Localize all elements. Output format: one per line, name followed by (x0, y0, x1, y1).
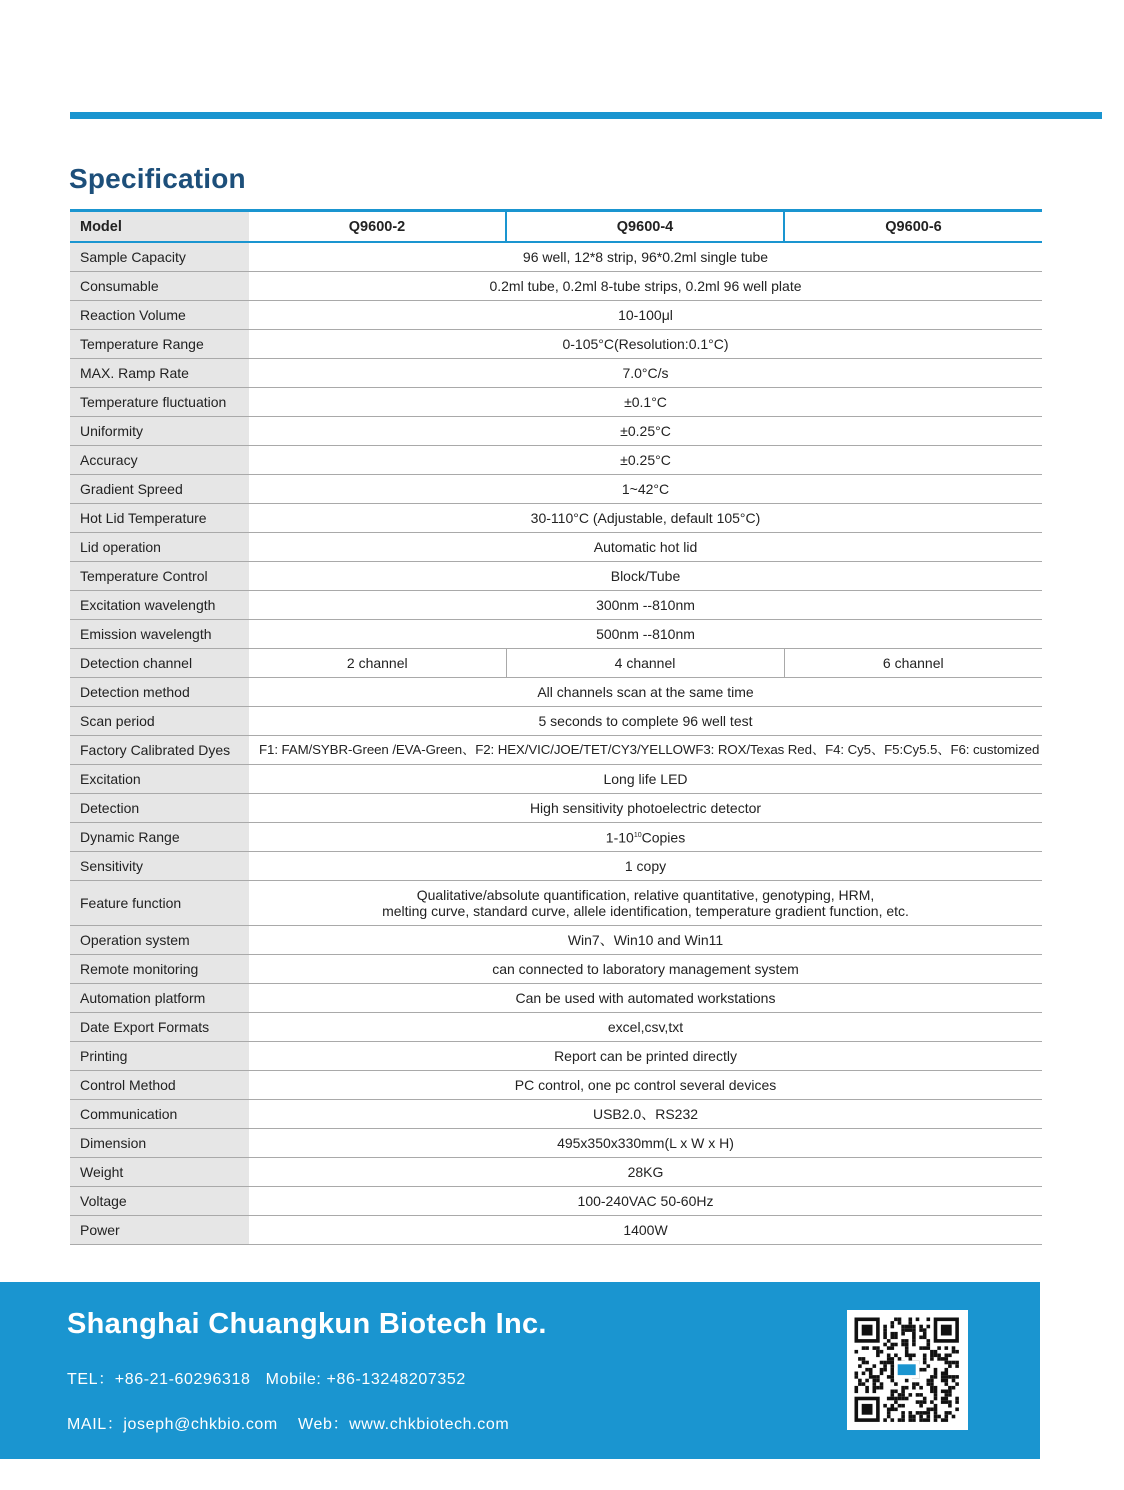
qr-code (847, 1310, 968, 1430)
table-row (70, 446, 1042, 475)
table-row (70, 301, 1042, 330)
range-suffix: Copies (641, 829, 686, 846)
row-label: Hot Lid Temperature (70, 504, 249, 533)
row-label: Automation platform (70, 984, 249, 1013)
mobile-number: +86-13248207352 (326, 1371, 466, 1388)
table-row (70, 955, 1042, 984)
row-value: 10-100μl (249, 301, 1042, 330)
row-value: Win7、Win10 and Win11 (249, 926, 1042, 955)
tel-number: +86-21-60296318 (114, 1371, 251, 1388)
row-label: Communication (70, 1100, 249, 1129)
table-row (70, 388, 1042, 417)
row-label: Detection method (70, 678, 249, 707)
table-header-row (70, 211, 1042, 243)
row-value: Can be used with automated workstations (249, 984, 1042, 1013)
row-label: Temperature fluctuation (70, 388, 249, 417)
row-value: 2 channel (249, 649, 506, 678)
row-value: 28KG (249, 1158, 1042, 1187)
row-value: 7.0°C/s (249, 359, 1042, 388)
row-value: 300nm --810nm (249, 591, 1042, 620)
table-row (70, 794, 1042, 823)
table-row (70, 984, 1042, 1013)
table-row (70, 649, 1042, 678)
row-label: Operation system (70, 926, 249, 955)
row-value: Automatic hot lid (249, 533, 1042, 562)
range-exponent: 10 (633, 832, 642, 840)
row-value: PC control, one pc control several devices (249, 1071, 1042, 1100)
row-label: Power (70, 1216, 249, 1245)
table-row (70, 1013, 1042, 1042)
row-label: Voltage (70, 1187, 249, 1216)
table-row (70, 272, 1042, 301)
company-name: Shanghai Chuangkun Biotech Inc. (67, 1308, 547, 1340)
table-row (70, 562, 1042, 591)
table-body (70, 242, 1042, 1245)
row-value: 30-110°C (Adjustable, default 105°C) (249, 504, 1042, 533)
row-value: 100-240VAC 50-60Hz (249, 1187, 1042, 1216)
row-label: Dimension (70, 1129, 249, 1158)
table-row (70, 1187, 1042, 1216)
range-prefix: 1-10 (605, 829, 634, 846)
row-label: Uniformity (70, 417, 249, 446)
table-row (70, 1071, 1042, 1100)
table-row (70, 736, 1042, 765)
row-value: 6 channel (784, 649, 1042, 678)
specification-table (70, 209, 1042, 1245)
row-value: USB2.0、RS232 (249, 1100, 1042, 1129)
table-row (70, 533, 1042, 562)
row-value: 96 well, 12*8 strip, 96*0.2ml single tube (249, 242, 1042, 272)
web-address[interactable]: www.chkbiotech.com (349, 1416, 510, 1433)
row-value: 4 channel (506, 649, 784, 678)
mail-address[interactable]: joseph@chkbio.com (123, 1416, 278, 1433)
row-label: Detection channel (70, 649, 249, 678)
row-value: ±0.25°C (249, 417, 1042, 446)
table-row (70, 926, 1042, 955)
page-title: Specification (69, 163, 246, 194)
row-label: Factory Calibrated Dyes (70, 736, 249, 765)
header-model-q9600-2: Q9600-2 (249, 211, 506, 243)
row-label: Temperature Range (70, 330, 249, 359)
mobile-label: Mobile: (265, 1371, 327, 1388)
row-value: All channels scan at the same time (249, 678, 1042, 707)
row-label: Accuracy (70, 446, 249, 475)
table-row (70, 591, 1042, 620)
table-row (70, 620, 1042, 649)
row-value: F1: FAM/SYBR-Green /EVA-Green、F2: HEX/VIC/JOE/TET/CY3/YELLOWF3: ROX/Texas Red、F4: Cy5、F5:Cy5.5、F6: customized (249, 736, 1042, 765)
row-label: Reaction Volume (70, 301, 249, 330)
row-value-line: Qualitative/absolute quantification, relative quantitative, genotyping, HRM, (416, 887, 875, 903)
table-row (70, 417, 1042, 446)
row-label: Gradient Spreed (70, 475, 249, 504)
row-label: Remote monitoring (70, 955, 249, 984)
row-label: Temperature Control (70, 562, 249, 591)
table-row (70, 707, 1042, 736)
mail-label: MAIL： (67, 1416, 124, 1433)
web-label: Web： (298, 1416, 350, 1433)
row-value (249, 881, 1042, 926)
table-row (70, 475, 1042, 504)
row-label: Excitation (70, 765, 249, 794)
row-value: ±0.1°C (249, 388, 1042, 417)
table-row (70, 1129, 1042, 1158)
table-row (70, 1100, 1042, 1129)
table-row (70, 678, 1042, 707)
row-value: 1 copy (249, 852, 1042, 881)
header-model-q9600-6: Q9600-6 (784, 211, 1042, 243)
table-row (70, 359, 1042, 388)
row-label: Sample Capacity (70, 242, 249, 272)
row-value: 1~42°C (249, 475, 1042, 504)
row-value: Long life LED (249, 765, 1042, 794)
row-value: High sensitivity photoelectric detector (249, 794, 1042, 823)
row-label: Sensitivity (70, 852, 249, 881)
row-value: 0-105°C(Resolution:0.1°C) (249, 330, 1042, 359)
table-row (70, 881, 1042, 926)
table-row (70, 852, 1042, 881)
row-label: Detection (70, 794, 249, 823)
table-row (70, 330, 1042, 359)
row-value: can connected to laboratory management system (249, 955, 1042, 984)
row-value: 495x350x330mm(L x W x H) (249, 1129, 1042, 1158)
row-value: 500nm --810nm (249, 620, 1042, 649)
row-label: Excitation wavelength (70, 591, 249, 620)
row-label: Feature function (70, 881, 249, 926)
row-label: MAX. Ramp Rate (70, 359, 249, 388)
table-row (70, 823, 1042, 852)
table-row (70, 242, 1042, 272)
email-web-line (67, 1411, 509, 1434)
row-label: Lid operation (70, 533, 249, 562)
row-label: Consumable (70, 272, 249, 301)
phone-line (67, 1366, 466, 1389)
row-value: excel,csv,txt (249, 1013, 1042, 1042)
row-label: Scan period (70, 707, 249, 736)
row-label: Printing (70, 1042, 249, 1071)
table-row (70, 1216, 1042, 1245)
row-value: 1400W (249, 1216, 1042, 1245)
row-value: Block/Tube (249, 562, 1042, 591)
table-row (70, 1042, 1042, 1071)
row-value: ±0.25°C (249, 446, 1042, 475)
header-model-q9600-4: Q9600-4 (506, 211, 784, 243)
row-value: 5 seconds to complete 96 well test (249, 707, 1042, 736)
table-row (70, 1158, 1042, 1187)
row-label: Control Method (70, 1071, 249, 1100)
row-value-line: melting curve, standard curve, allele identification, temperature gradient function, etc. (382, 903, 909, 919)
row-label: Date Export Formats (70, 1013, 249, 1042)
table-row (70, 504, 1042, 533)
row-value: 0.2ml tube, 0.2ml 8-tube strips, 0.2ml 96 well plate (249, 272, 1042, 301)
table-row (70, 765, 1042, 794)
footer-banner (0, 1282, 1040, 1459)
tel-label: TEL： (67, 1371, 115, 1388)
top-accent-rule (70, 112, 1102, 119)
row-value (249, 823, 1042, 852)
header-model-label: Model (70, 211, 249, 243)
row-label: Emission wavelength (70, 620, 249, 649)
row-value: Report can be printed directly (249, 1042, 1042, 1071)
row-label: Dynamic Range (70, 823, 249, 852)
row-label: Weight (70, 1158, 249, 1187)
